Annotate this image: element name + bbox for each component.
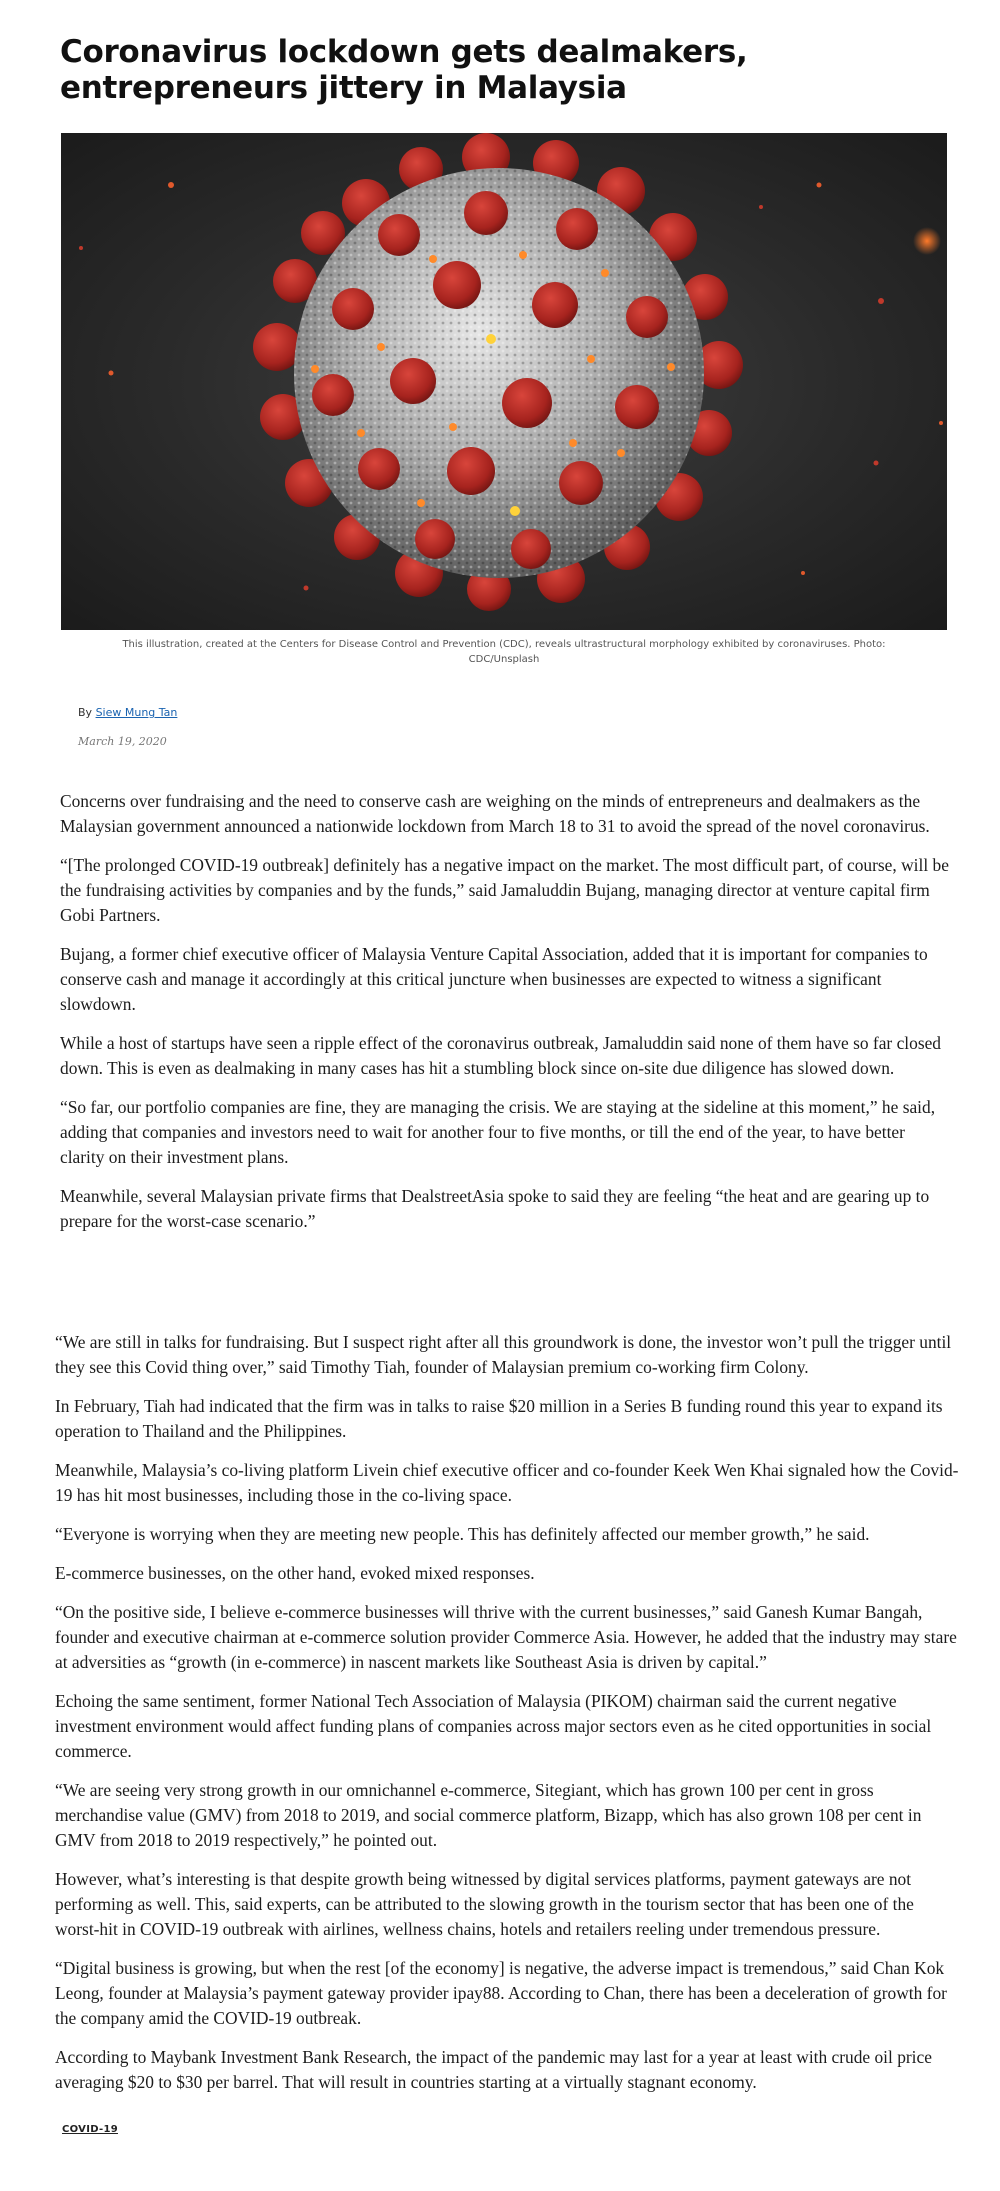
publish-date: March 19, 2020 [78,735,167,748]
paragraph: Concerns over fundraising and the need to conserve cash are weighing on the minds of entrepreneurs and dealmakers as the Malaysian government announced a nationwide lockdown from March 18 to 31 to avoid the spread of the novel coronavirus. [60,791,930,836]
article-body-section-1 [60,789,950,1248]
paragraph: “On the positive side, I believe e-commerce businesses will thrive with the current businesses,” said Ganesh Kumar Bangah, founder and executive chairman at e-commerce solution provider Commerce Asia. However, he added that the industry may stare at adversities as “growth (in e-commerce) in nascent markets like Southeast Asia is driven by capital.” [55,1602,957,1672]
paragraph: Meanwhile, Malaysia’s co-living platform Livein chief executive officer and co-founder Keek Wen Khai signaled how the Covid-19 has hit most businesses, including those in the co-living space. [55,1460,959,1505]
paragraph: E-commerce businesses, on the other hand, evoked mixed responses. [55,1563,535,1583]
article-body-section-2 [55,1330,960,2109]
author-link[interactable]: Siew Mung Tan [95,706,178,719]
article-title: Coronavirus lockdown gets dealmakers, entrepreneurs jittery in Malaysia [60,34,748,106]
paragraph: “Everyone is worrying when they are meeting new people. This has definitely affected our member growth,” he said. [55,1524,870,1544]
paragraph: Bujang, a former chief executive officer of Malaysia Venture Capital Association, added that it is important for companies to conserve cash and manage it accordingly at this critical juncture when businesses are expected to witness a significant slowdown. [60,944,928,1014]
paragraph: “We are still in talks for fundraising. But I suspect right after all this groundwork is done, the investor won’t pull the trigger until they see this Covid thing over,” said Timothy Tiah, founder of Malaysian premium co-working firm Colony. [55,1332,952,1377]
image-caption: This illustration, created at the Centers for Disease Control and Prevention (CDC), reveals ultrastructural morphology exhibited by coronaviruses. Photo: CDC/Unsplash [122,639,886,665]
byline [78,706,177,719]
paragraph: “Digital business is growing, but when the rest [of the economy] is negative, the adverse impact is tremendous,” said Chan Kok Leong, founder at Malaysia’s payment gateway provider ipay88. According to Chan, there has been a deceleration of growth for the company amid the COVID-19 outbreak. [55,1958,947,2028]
tag-link-covid-19[interactable]: COVID-19 [62,2124,118,2135]
coronavirus-illustration [61,133,947,630]
paragraph: “So far, our portfolio companies are fine, they are managing the crisis. We are staying at the sideline at this moment,” he said, adding that companies and investors need to wait for another four to five months, or till the end of the year, to have better clarity on their investment plans. [60,1097,936,1167]
paragraph: In February, Tiah had indicated that the firm was in talks to raise $20 million in a Series B funding round this year to expand its operation to Thailand and the Philippines. [55,1396,943,1441]
paragraph: “[The prolonged COVID-19 outbreak] definitely has a negative impact on the market. The most difficult part, of course, will be the fundraising activities by companies and by the funds,” said Jamaluddin Bujang, managing director at venture capital firm Gobi Partners. [60,855,949,925]
paragraph: “We are seeing very strong growth in our omnichannel e-commerce, Sitegiant, which has grown 100 per cent in gross merchandise value (GMV) from 2018 to 2019, and social commerce platform, Bizapp, which has also grown 108 per cent in GMV from 2018 to 2019 respectively,” he pointed out. [55,1780,922,1850]
byline-prefix: By [78,706,93,719]
paragraph: However, what’s interesting is that despite growth being witnessed by digital services platforms, payment gateways are not performing as well. This, said experts, can be attributed to the slowing growth in the tourism sector that has been one of the worst-hit in COVID-19 outbreak with airlines, wellness chains, hotels and retailers reeling under tremendous pressure. [55,1869,914,1939]
paragraph: Echoing the same sentiment, former National Tech Association of Malaysia (PIKOM) chairman said the current negative investment environment would affect funding plans of companies across major sectors even as he cited opportunities in social commerce. [55,1691,932,1761]
paragraph: While a host of startups have seen a ripple effect of the coronavirus outbreak, Jamaluddin said none of them have so far closed down. This is even as dealmaking in many cases has hit a stumbling block since on-site due diligence has slowed down. [60,1033,941,1078]
paragraph: Meanwhile, several Malaysian private firms that DealstreetAsia spoke to said they are feeling “the heat and are gearing up to prepare for the worst-case scenario.” [60,1186,930,1231]
hero-image [61,133,947,630]
paragraph: According to Maybank Investment Bank Research, the impact of the pandemic may last for a year at least with crude oil price averaging $20 to $30 per barrel. That will result in countries starting at a virtually stagnant economy. [55,2047,932,2092]
